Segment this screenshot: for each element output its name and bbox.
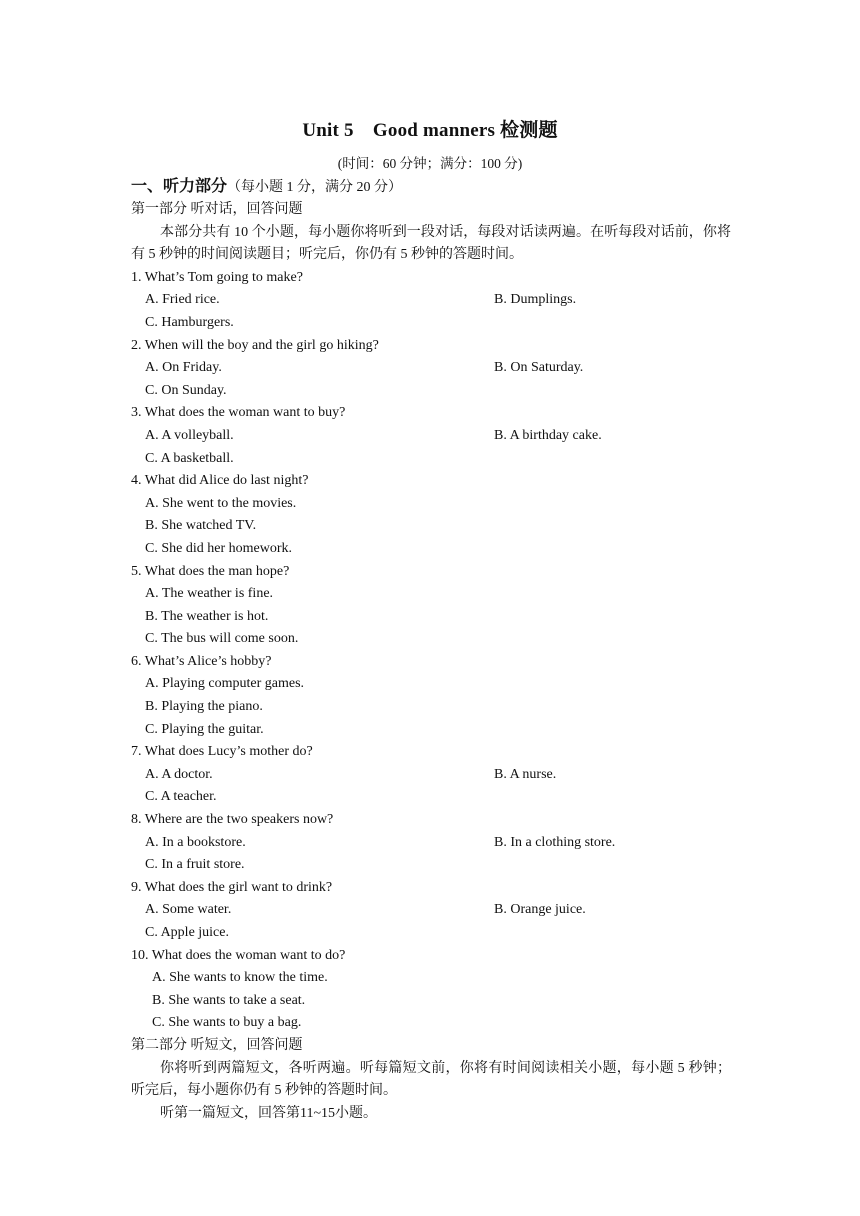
option-c: C. A teacher. <box>145 789 217 805</box>
part2-instructions: 你将听到两篇短文，各听两遍。听每篇短文前，你将有时间阅读相关小题，每小题 5 秒钟；听完后，每小题你仍有 5 秒钟的答题时间。 <box>131 1060 731 1099</box>
options-row <box>131 696 731 719</box>
options-row <box>131 1012 731 1035</box>
question-6: 6. What’s Alice’s hobby? <box>131 653 272 669</box>
option-b: B. The weather is hot. <box>145 608 269 624</box>
question-1: 1. What’s Tom going to make? <box>131 269 303 285</box>
option-b: B. Orange juice. <box>494 902 586 918</box>
options-row <box>131 673 731 696</box>
option-b: B. Dumplings. <box>494 292 577 308</box>
section-heading-note: （每小题 1 分，满分 20 分） <box>227 180 403 195</box>
options-row <box>131 922 731 945</box>
options-row <box>131 357 731 380</box>
option-c: C. Playing the guitar. <box>145 721 264 737</box>
option-a: A. Playing computer games. <box>145 676 305 692</box>
option-b: B. A birthday cake. <box>494 427 602 443</box>
option-c: C. Hamburgers. <box>145 314 234 330</box>
option-c: C. In a fruit store. <box>145 857 245 873</box>
options-row <box>131 515 731 538</box>
option-c: C. Apple juice. <box>145 925 229 940</box>
options-row <box>131 628 731 651</box>
options-row <box>131 967 731 990</box>
option-c: C. She did her homework. <box>145 540 292 556</box>
question-5: 5. What does the man hope? <box>131 563 290 579</box>
options-row <box>131 719 731 742</box>
question-9: 9. What does the girl want to drink? <box>131 879 333 895</box>
document-subtitle: (时间：60 分钟；满分：100 分) <box>337 156 523 171</box>
option-a: A. Fried rice. <box>145 292 220 308</box>
question-4: 4. What did Alice do last night? <box>131 473 309 489</box>
option-a: A. A volleyball. <box>145 427 234 443</box>
question-2: 2. When will the boy and the girl go hiking? <box>131 337 379 353</box>
options-row <box>131 606 731 629</box>
option-b: B. She watched TV. <box>145 518 257 534</box>
options-row <box>131 312 731 335</box>
question-8: 8. Where are the two speakers now? <box>131 812 334 828</box>
option-a: A. The weather is fine. <box>145 586 274 602</box>
options-row <box>131 448 731 471</box>
options-row <box>131 425 731 448</box>
option-b: B. She wants to take a seat. <box>152 992 306 1008</box>
option-c: C. She wants to buy a bag. <box>152 1015 302 1031</box>
options-row <box>131 289 731 312</box>
option-c: C. The bus will come soon. <box>145 631 299 647</box>
options-row <box>131 380 731 403</box>
part1-title: 第一部分 听对话，回答问题 <box>131 202 303 217</box>
option-a: A. She went to the movies. <box>145 495 297 511</box>
options-row <box>131 854 731 877</box>
option-a: A. She wants to know the time. <box>152 970 328 986</box>
option-a: A. A doctor. <box>145 766 213 782</box>
part1-instructions: 本部分共有 10 个小题，每小题你将听到一段对话，每段对话读两遍。在听每段对话前，你将有 5 秒钟的时间阅读题目；听完后，你仍有 5 秒钟的答题时间。 <box>131 224 731 263</box>
options-row <box>131 899 731 922</box>
question-7: 7. What does Lucy’s mother do? <box>131 744 313 760</box>
part2-title: 第二部分 听短文，回答问题 <box>131 1037 303 1053</box>
section-heading-title: 一、听力部分 <box>131 178 228 195</box>
options-row <box>131 538 731 561</box>
option-b: B. A nurse. <box>494 766 557 782</box>
options-row <box>131 764 731 787</box>
option-a: A. On Friday. <box>145 360 222 376</box>
option-b: B. On Saturday. <box>494 360 584 376</box>
option-a: A. In a bookstore. <box>145 834 246 850</box>
options-row <box>131 493 731 516</box>
option-b: B. In a clothing store. <box>494 834 616 850</box>
part2-first-passage: 听第一篇短文，回答第11~15小题。 <box>160 1105 378 1121</box>
section-heading <box>131 174 731 199</box>
option-c: C. On Sunday. <box>145 382 227 398</box>
document-title: Unit 5 Good manners 检测题 <box>302 120 558 141</box>
option-a: A. Some water. <box>145 902 232 918</box>
option-b: B. Playing the piano. <box>145 699 263 715</box>
option-c: C. A basketball. <box>145 450 234 466</box>
question-10: 10. What does the woman want to do? <box>131 947 346 963</box>
options-row <box>131 583 731 606</box>
question-3: 3. What does the woman want to buy? <box>131 405 346 421</box>
options-row <box>131 990 731 1013</box>
options-row <box>131 832 731 855</box>
document-body <box>131 174 731 1125</box>
options-row <box>131 786 731 809</box>
